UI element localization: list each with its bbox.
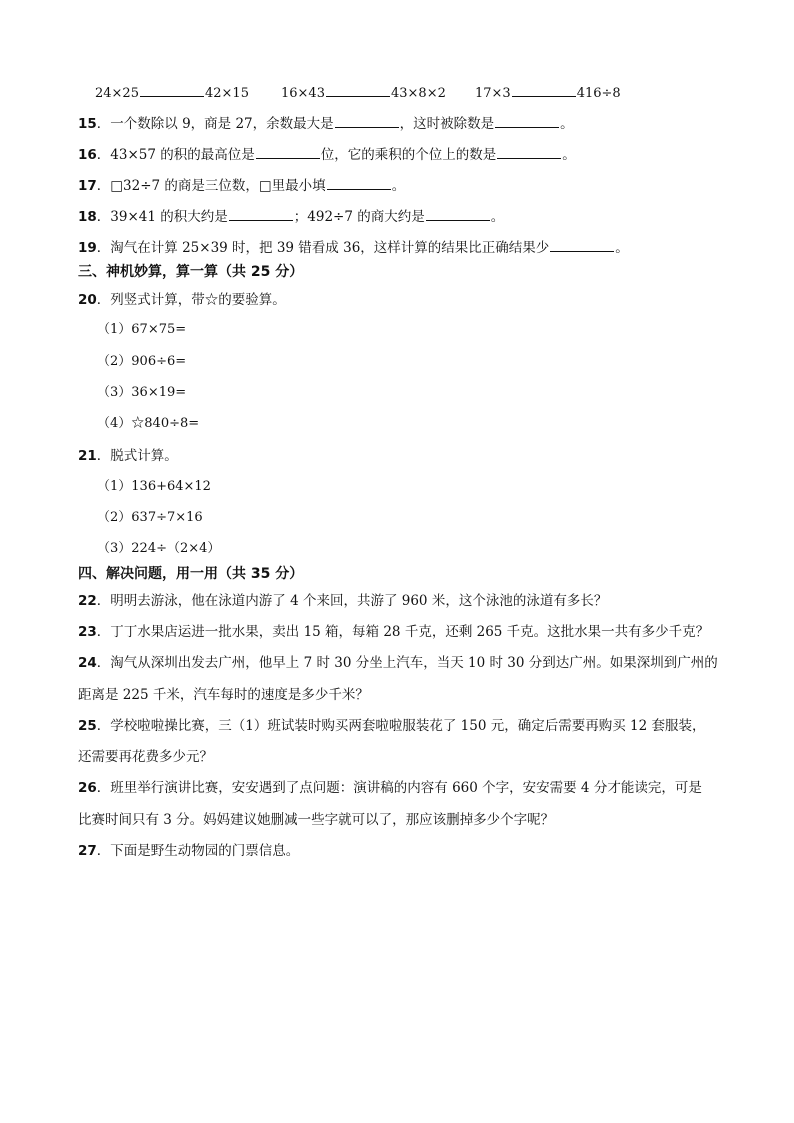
question-number: 24 — [78, 655, 97, 671]
question-25 — [78, 717, 706, 735]
q20-item-1: （1）67×75= — [97, 322, 187, 337]
question-19 — [78, 238, 629, 257]
question-text: 。 — [615, 240, 629, 256]
question-text: ，这时被除数是 — [399, 116, 495, 132]
question-number: 18 — [78, 209, 97, 225]
question-text: 。 — [490, 209, 505, 225]
answer-blank[interactable] — [550, 238, 614, 252]
question-text: 。 — [562, 147, 576, 163]
question-text: ．明明去游泳，他在泳道内游了 4 个来回，共游了 960 米，这个泳池的泳道有多长？ — [96, 593, 608, 609]
question-22 — [78, 592, 607, 610]
answer-blank[interactable] — [229, 207, 293, 221]
compare-b-blank[interactable] — [326, 83, 390, 97]
question-text: ．39×41 的积大约是 — [96, 209, 228, 225]
q20-item-2: （2）906÷6= — [97, 354, 187, 369]
question-25-line-2: 还需要再花费多少元？ — [78, 749, 213, 765]
question-text: ．淘气从深圳出发去广州，他早上 7 时 30 分坐上汽车，当天 10 时 30 分到达广州。如果深圳到广州的 — [96, 655, 718, 671]
compare-row-b — [281, 83, 446, 103]
compare-c-blank[interactable] — [512, 83, 576, 97]
compare-b-right: 43×8×2 — [390, 86, 446, 101]
compare-a-left: 24×25 — [95, 86, 139, 101]
question-text: ．脱式计算。 — [96, 448, 178, 464]
question-text: ．□32÷7 的商是三位数，□里最小填 — [96, 178, 326, 194]
q21-item-2: （2）637÷7×16 — [97, 510, 203, 525]
question-number: 20 — [78, 292, 97, 308]
question-number: 17 — [78, 178, 97, 194]
q20-item-4: （4）☆840÷8= — [97, 416, 200, 431]
question-text: ．43×57 的积的最高位是 — [96, 147, 255, 163]
question-21 — [78, 447, 178, 465]
compare-c-right: 416÷8 — [576, 86, 621, 101]
question-text: 。 — [391, 178, 406, 194]
question-number: 21 — [78, 448, 97, 464]
question-number: 27 — [78, 843, 97, 859]
q21-item-1: （1）136+64×12 — [97, 479, 211, 494]
answer-blank[interactable] — [495, 114, 559, 128]
compare-a-right: 42×15 — [204, 86, 249, 101]
question-23 — [78, 623, 709, 641]
question-20 — [78, 291, 286, 309]
question-24-line-2: 距离是 225 千米，汽车每时的速度是多少千米？ — [78, 687, 369, 703]
answer-blank[interactable] — [335, 114, 399, 128]
question-number: 25 — [78, 718, 97, 734]
compare-c-left: 17×3 — [475, 86, 511, 101]
answer-blank[interactable] — [327, 176, 391, 190]
section-4-heading: 四、解决问题，用一用（共 35 分） — [78, 566, 304, 582]
compare-row-c — [475, 83, 621, 103]
question-15 — [78, 114, 574, 133]
question-number: 22 — [78, 593, 97, 609]
answer-blank[interactable] — [256, 145, 320, 159]
question-text: ．丁丁水果店运进一批水果，卖出 15 箱，每箱 28 千克，还剩 265 千克。这批水果一共有多少千克？ — [96, 624, 710, 640]
question-number: 15 — [78, 116, 97, 132]
compare-row — [95, 83, 249, 103]
question-text: ．一个数除以 9，商是 27，余数最大是 — [96, 116, 334, 132]
question-text: ．下面是野生动物园的门票信息。 — [96, 843, 300, 859]
question-text: ；492÷7 的商大约是 — [293, 209, 425, 225]
question-27 — [78, 842, 299, 860]
question-text: ．列竖式计算，带☆的要验算。 — [96, 292, 286, 308]
answer-blank[interactable] — [497, 145, 561, 159]
question-number: 26 — [78, 780, 97, 796]
question-26 — [78, 779, 702, 797]
question-text: 位，它的乘积的个位上的数是 — [320, 147, 497, 163]
question-number: 23 — [78, 624, 97, 640]
question-text: ．学校啦啦操比赛，三（1）班试装时购买两套啦啦服装花了 150 元，确定后需要再购买 12 套服装， — [96, 718, 706, 734]
question-18 — [78, 207, 504, 226]
question-24 — [78, 654, 718, 672]
question-text: 。 — [560, 116, 574, 132]
q21-item-3: （3）224÷（2×4） — [97, 541, 221, 556]
question-26-line-2: 比赛时间只有 3 分。妈妈建议她删减一些字就可以了，那应该删掉多少个字呢？ — [78, 812, 555, 828]
compare-a-blank[interactable] — [140, 83, 204, 97]
question-number: 16 — [78, 147, 97, 163]
q20-item-3: （3）36×19= — [97, 385, 187, 400]
question-text: ．班里举行演讲比赛，安安遇到了点问题：演讲稿的内容有 660 个字，安安需要 4 分才能读完，可是 — [96, 780, 702, 796]
question-number: 19 — [78, 240, 97, 256]
question-17 — [78, 176, 405, 195]
answer-blank[interactable] — [426, 207, 490, 221]
compare-b-left: 16×43 — [281, 86, 325, 101]
question-text: ．淘气在计算 25×39 时，把 39 错看成 36，这样计算的结果比正确结果少 — [96, 240, 550, 256]
question-16 — [78, 145, 576, 164]
section-3-heading: 三、神机妙算，算一算（共 25 分） — [78, 264, 304, 280]
